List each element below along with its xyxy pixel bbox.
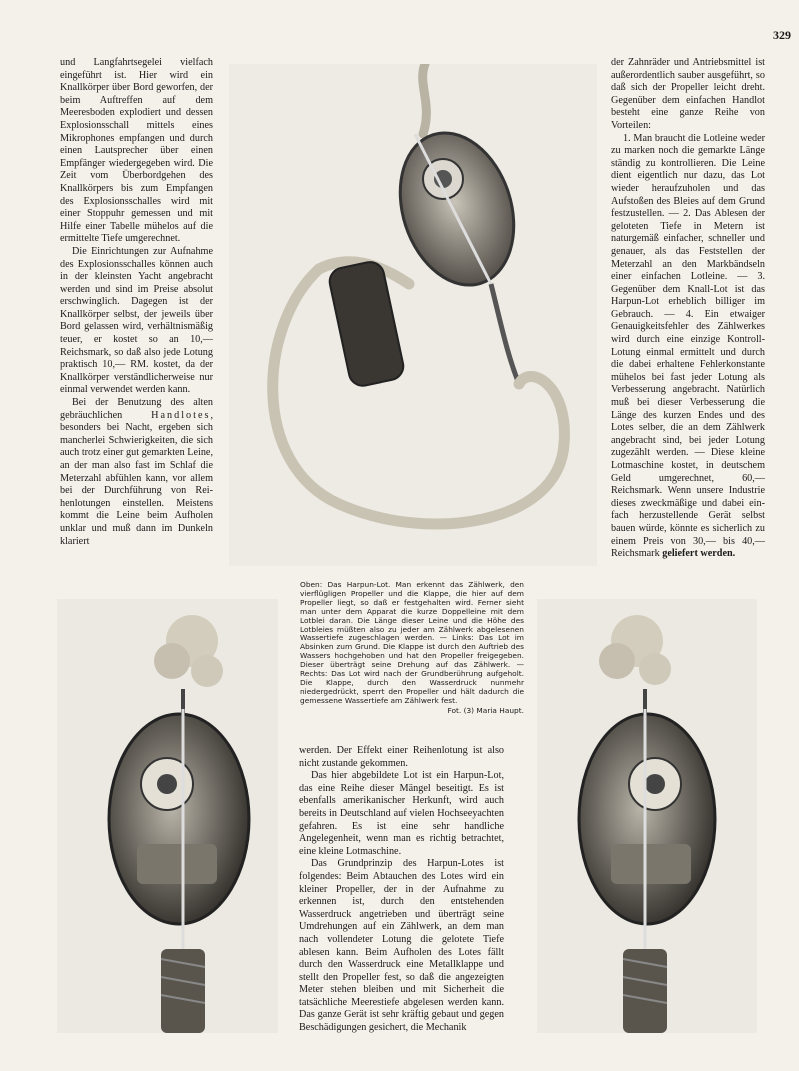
text-column-left (60, 57, 213, 548)
paragraph-text: Bei der Benutzung des alten gebräuchlichen (60, 397, 213, 421)
paragraph: Das Grundprinzip des Harpun-Lotes ist folgendes: Beim Abtauchen des Lotes wird ein kleiner Propeller, der in der Aufnahme zu erkennen ist, durch den entstehenden Wasserdruck angetrieben und überträgt seine Umdrehungen auf ein Zählwerk, an dem man nach vollendeter Lotung die gelotete Tiefe ablesen kann. Beim Aufholen des Lotes fällt durch den Wasserdruck eine Metallklappe und stellt den Propeller fest, so daß die angezeigten Meter stehen bleiben und mit Sicherheit die tatsächliche Meerestiefe abgelesen werden kann. Das ganze Gerät ist sehr kräftig gebaut und gegen Beschädigungen gesichert, die Mechanik (299, 858, 504, 1034)
paragraph-text: , besonders bei Nacht, ergeben sich mancherlei Schwierigkeiten, die sich auch trotz einer gut gemarkten Leine, an der man also fast im Schlaf die Meterzahl abfühlen kann, vor allem bei der Durchführung von Reihenlotungen einstellen. Meistens kommt die Leine beim Aufholen unklar und muß dann im Dunkeln klariert (60, 409, 213, 547)
photo-lot-hauled-up (537, 599, 757, 1033)
paragraph-text: 1. Man braucht die Lotleine weder zu marken noch die gemarkte Länge ständig zu kontrollieren. Die Leine dient eigentlich nur dazu, das Lot wieder heraufzuholen und das Aufstoßen des Bleies auf dem Grund festzustellen. — 2. Das Ablesen der geloteten Tiefe in Metern ist naturgemäß einfacher, schneller und genauer, als das Feststellen der Meterzahl an den Markbändseln einer einfachen Lotleine. — 3. Gegenüber dem Knall-Lot ist das Harpun-Lot erheblich billiger im Gebrauch. — 4. Ein etwaiger Genauigkeitsfehler des Zählwerkes wird durch eine einzige Kontroll-Lotung einmal ermittelt und durch die dabei erhaltene Fehlerkonstante mühelos bei fast jeder Lotung als Verbesserung angebracht. Natürlich muß bei dieser Verbesserung die Länge des kurzen Endes und des Lotes selber, die an dem Zählwerk angebracht sind, bei jeder Lotung zugezählt werden. — Diese kleine Lotmaschine kostet, in deutschem Geld umgerechnet, 60,— Reichsmark. Wenn unsere Industrie dieses zweckmäßige und dabei einfach herzustellende Gerät selbst bauen würde, könnte es sicherlich zu einem Preis von 30,— bis 40,— Reichsmark (611, 132, 765, 560)
harpoon-lot-sinking-illustration (57, 599, 278, 1033)
caption-text: Oben: Das Harpun-Lot. Man erkennt das Zählwerk, den vierflügligen Propeller und die Klappe, die hier auf dem Propeller liegt, so daß er festgehalten wird. Ferner sieht man unter dem Apparat die kurze Doppelleine mit dem Lotblei daran. Die Länge dieser Leine und die Höhe des Lotbleies müßten also zu jeder am Zählwerk abgelesenen Wassertiefe zugeschlagen werden. — Links: Das Lot im Absinken zum Grund. Die Klappe ist durch den Auftrieb des Wassers hochgehoben und hat den Propeller freigegeben. Dieser überträgt seine Drehung auf das Zählwerk. — Rechts: Das Lot wird nach der Grundberührung aufgeholt. Die Klappe, durch den Wasserdruck nunmehr niedergedrückt, sperrt den Propeller und hält dadurch die gemessene Wassertiefe am Zählwerk fest. (300, 580, 524, 705)
text-column-center (299, 745, 504, 1035)
paragraph-bold-end: geliefert werden. (659, 548, 736, 560)
paragraph: Das hier abgebildete Lot ist ein Harpun-Lot, das eine Reihe dieser Mängel beseitigt. Es ist ebenfalls amerikanischer Herkunft, wird auch bereits in Deutschland auf vielen Hochseeyachten gefahren. Es ist eine sehr handliche Angelegenheit, wenn man es richtig betrachtet, eine kleine Lotmaschine. (299, 770, 504, 857)
photo-credit: Fot. (3) Maria Haupt. (447, 705, 524, 715)
emphasized-term: Handlotes (151, 409, 211, 421)
paragraph (611, 133, 765, 561)
photo-lot-sinking (57, 599, 278, 1033)
paragraph: werden. Der Effekt einer Reihenlotung ist also nicht zustande gekommen. (299, 745, 504, 769)
paragraph: der Zahnräder und Antriebsmittel ist außerordentlich sauber ausgeführt, so daß sich der Propeller leicht dreht. Gegenüber dem einfachen Handlot besteht eine ganze Reihe von Vorteilen: (611, 57, 765, 131)
photo-harpoon-lot-overview (229, 64, 597, 566)
page-number: 329 (773, 28, 791, 42)
paragraph: und Langfahrtsegelei vielfach eingeführt ist. Hier wird ein Knallkörper über Bord geworfen, der beim Auftreffen auf dem Meeresboden explodiert und dessen Explosionsschall mittels eines Mikrophones empfangen und durch einen Lautsprecher über einen Empfänger wiedergegeben wird. Die Zeit vom Überbordgehen des Knallkörpers bis zum Empfangen des Explosionsschalles wird mit einer Stoppuhr gemessen und mit Hilfe einer Tabelle mühelos auf die ermittelte Tiefe umgerechnet. (60, 57, 213, 245)
harpoon-lot-hauled-illustration (537, 599, 757, 1033)
harpoon-lot-illustration (229, 64, 597, 566)
paragraph: Die Einrichtungen zur Aufnahme des Explosionsschalles können auch in der kleinsten Yacht angebracht werden und sind im Preise absolut erschwinglich. Dagegen ist der Knallkörper selbst, der jeweils über Bord gelassen wird, verhältnismäßig teuer, er kostet so an 10,— Reichsmark, so daß also jede Lotung praktisch 10,— RM. kostet, da der Knallkörper verständlicherweise nur einmal verwendet werden kann. (60, 245, 213, 396)
photo-caption (300, 581, 524, 716)
paragraph (60, 397, 213, 548)
text-column-right (611, 57, 765, 561)
